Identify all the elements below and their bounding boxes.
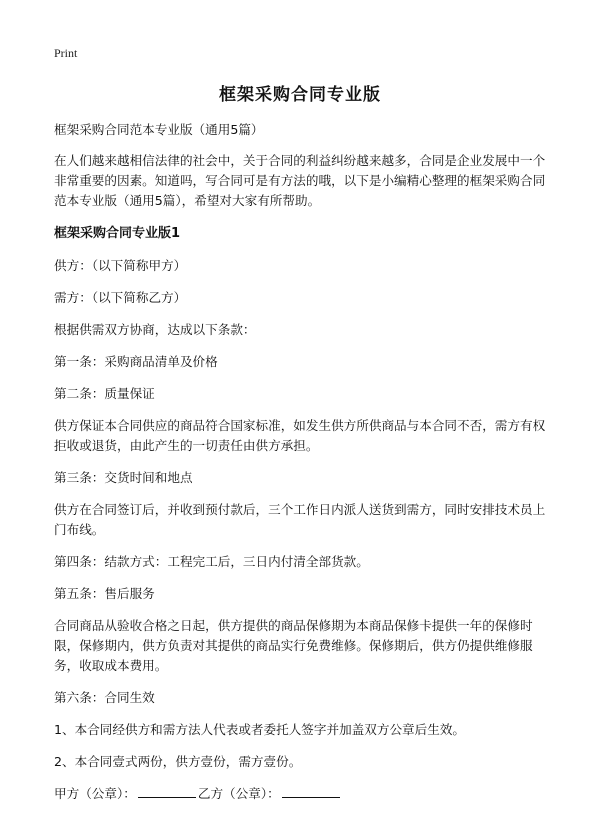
party-b-seal-label: 乙方（公章）： bbox=[197, 786, 280, 801]
party-b-blank bbox=[282, 785, 340, 798]
clause-5-heading: 第五条：售后服务 bbox=[54, 586, 155, 601]
clause-5-body: 合同商品从验收合格之日起，供方提供的商品保修期为本商品保修卡提供一年的保修时限，保修期内，供方负责对其提供的商品实行免费维修。保修期后，供方仍提供维修服务，收取成本费用。 bbox=[54, 618, 533, 673]
party-a-blank bbox=[138, 785, 196, 798]
paragraph-agreement: 根据供需双方协商，达成以下条款： bbox=[54, 322, 256, 337]
clause-2-body: 供方保证本合同供应的商品符合国家标准，如发生供方所供商品与本合同不否，需方有权拒收或退货，由此产生的一切责任由供方承担。 bbox=[54, 418, 546, 453]
paragraph-supplier: 供方：（以下简称甲方） bbox=[54, 258, 187, 273]
clause-6-item-1: 1、本合同经供方和需方法人代表或者委托人签字并加盖双方公章后生效。 bbox=[54, 722, 466, 737]
clause-3-heading: 第三条：交货时间和地点 bbox=[54, 470, 193, 485]
signature-line bbox=[54, 784, 550, 804]
print-link[interactable]: Print bbox=[54, 46, 78, 60]
document-body bbox=[54, 120, 550, 816]
clause-6-item-2: 2、本合同壹式两份，供方壹份，需方壹份。 bbox=[54, 754, 302, 769]
paragraph-buyer: 需方：（以下简称乙方） bbox=[54, 290, 187, 305]
clause-6-heading: 第六条：合同生效 bbox=[54, 690, 155, 705]
clause-4: 第四条：结款方式：工程完工后，三日内付清全部货款。 bbox=[54, 554, 369, 569]
clause-1-heading: 第一条：采购商品清单及价格 bbox=[54, 354, 218, 369]
intro-paragraph: 在人们越来越相信法律的社会中，关于合同的利益纠纷越来越多，合同是企业发展中一个非常重要的因素。知道吗，写合同可是有方法的哦，以下是小编精心整理的框架采购合同范本专业版（通用5篇），希望对大家有所帮助。 bbox=[54, 153, 546, 208]
document-title: 框架采购合同专业版 bbox=[219, 85, 381, 105]
clause-2-heading: 第二条：质量保证 bbox=[54, 386, 155, 401]
clause-3-body: 供方在合同签订后，并收到预付款后，三个工作日内派人送货到需方，同时安排技术员上门布线。 bbox=[54, 502, 546, 537]
party-a-seal-label: 甲方（公章）： bbox=[54, 786, 136, 801]
section-heading: 框架采购合同专业版1 bbox=[54, 226, 181, 241]
document-subtitle: 框架采购合同范本专业版（通用5篇） bbox=[54, 122, 264, 137]
